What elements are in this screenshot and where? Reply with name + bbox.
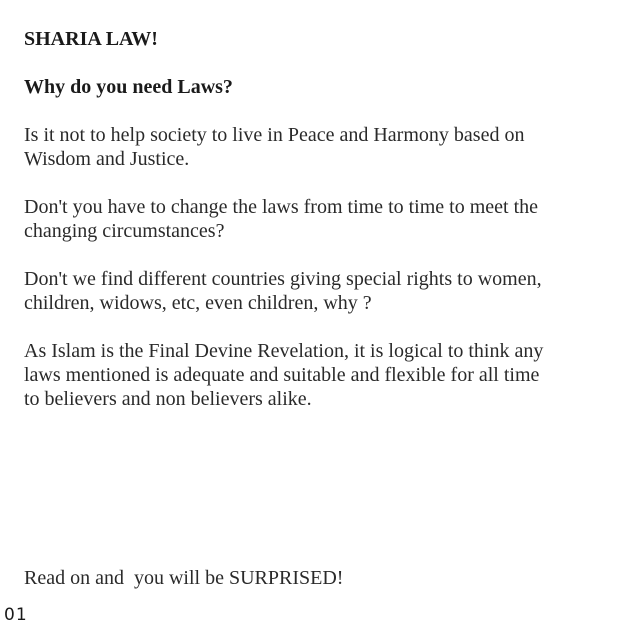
closing-line: Read on and you will be SURPRISED! [24,567,344,589]
paragraph: Is it not to help society to live in Peace and Harmony based on Wisdom and Justice. [24,124,525,170]
paragraph: Don't you have to change the laws from time to time to meet the changing circumstances? [24,196,539,242]
paragraph: As Islam is the Final Devine Revelation, it is logical to think any laws mentioned is adequate and suitable and flexible for all time to believers and non believers alike. [24,340,544,410]
page-number: 01 [4,605,28,625]
document-question: Why do you need Laws? [24,76,233,98]
paragraph: Don't we find different countries giving special rights to women, children, widows, etc, even children, why ? [24,268,542,314]
document-title: SHARIA LAW! [24,28,158,50]
document-body [24,27,630,411]
